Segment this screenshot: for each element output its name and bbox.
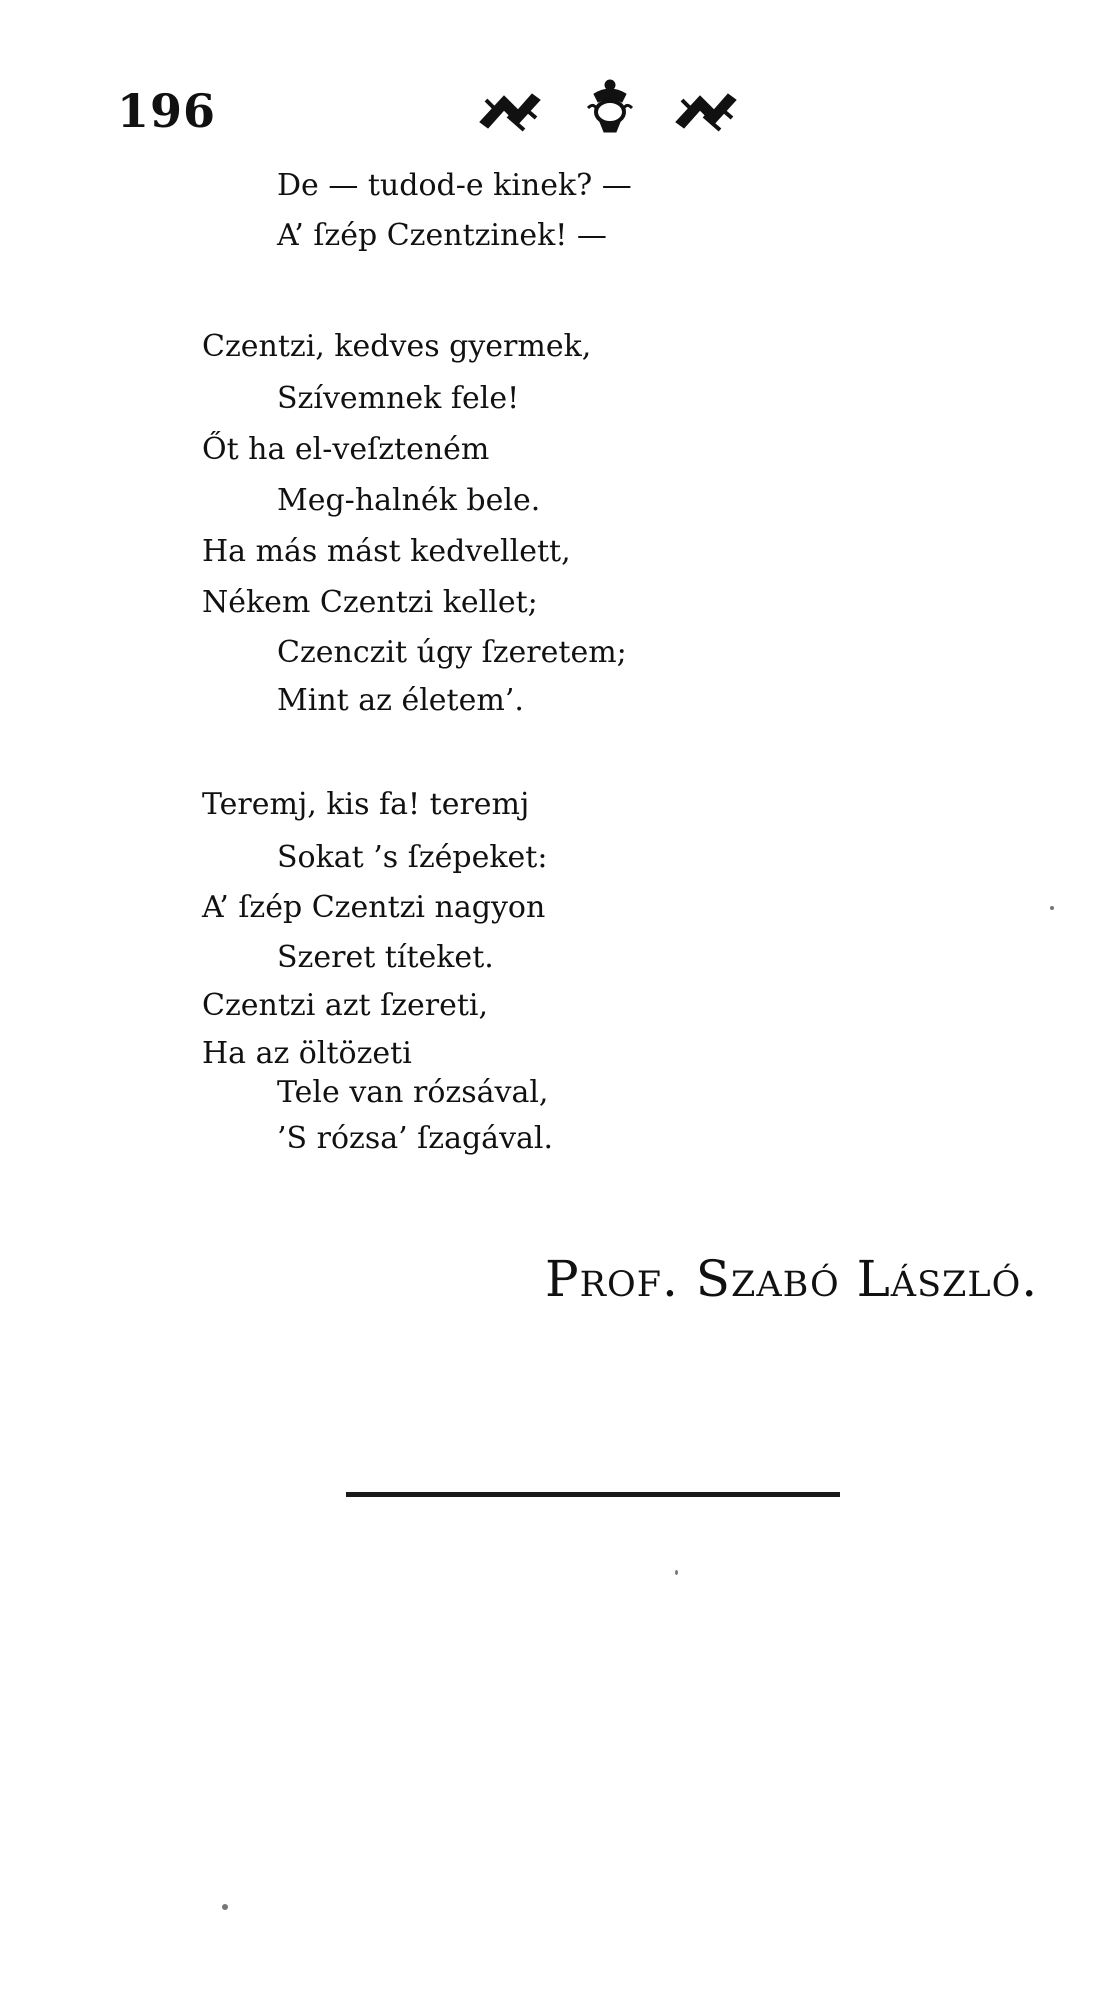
poem-line: Ha az öltözeti — [202, 1036, 412, 1071]
poem-line: Ha más mást kedvellett, — [202, 534, 571, 569]
poem-line: Tele van rózsával, — [277, 1075, 549, 1110]
header-ornament — [478, 78, 758, 136]
poem-line: Szívemnek fele! — [277, 381, 520, 416]
poem-line: ’S rózsa’ ſzagával. — [277, 1121, 554, 1156]
poem-line: A’ ſzép Czentzinek! — — [277, 218, 607, 253]
poem-line: Czentzi azt ſzereti, — [202, 988, 489, 1023]
poem-line: Nékem Czentzi kellet; — [202, 585, 538, 620]
author-name: Szabó László. — [695, 1250, 1039, 1308]
poem-line: Czentzi, kedves gyermek, — [202, 329, 592, 364]
poem-line: Őt ha el-veſzteném — [202, 432, 490, 467]
crossed-leaves-icon — [676, 94, 736, 130]
page-number: 196 — [117, 84, 217, 138]
poem-line: Teremj, kis fa! teremj — [202, 787, 530, 822]
crossed-leaves-icon — [480, 94, 540, 130]
crowned-urn-icon — [588, 80, 632, 132]
poem-line: Czenczit úgy ſzeretem; — [277, 635, 627, 670]
poem-line: Szeret títeket. — [277, 940, 494, 975]
paper-speck — [675, 1570, 678, 1575]
poem-line: Sokat ’s ſzépeket: — [277, 840, 548, 875]
author-title: Prof. — [545, 1250, 679, 1308]
poem-line: De — tudod-e kinek? — — [277, 168, 632, 203]
author-signature — [545, 1250, 1038, 1308]
poem-line: Mint az életem’. — [277, 683, 524, 718]
poem-line: Meg-halnék bele. — [277, 483, 541, 518]
paper-speck — [1050, 906, 1054, 910]
paper-speck — [222, 1904, 228, 1910]
poem-line: A’ ſzép Czentzi nagyon — [202, 890, 546, 925]
closing-rule — [346, 1492, 840, 1497]
